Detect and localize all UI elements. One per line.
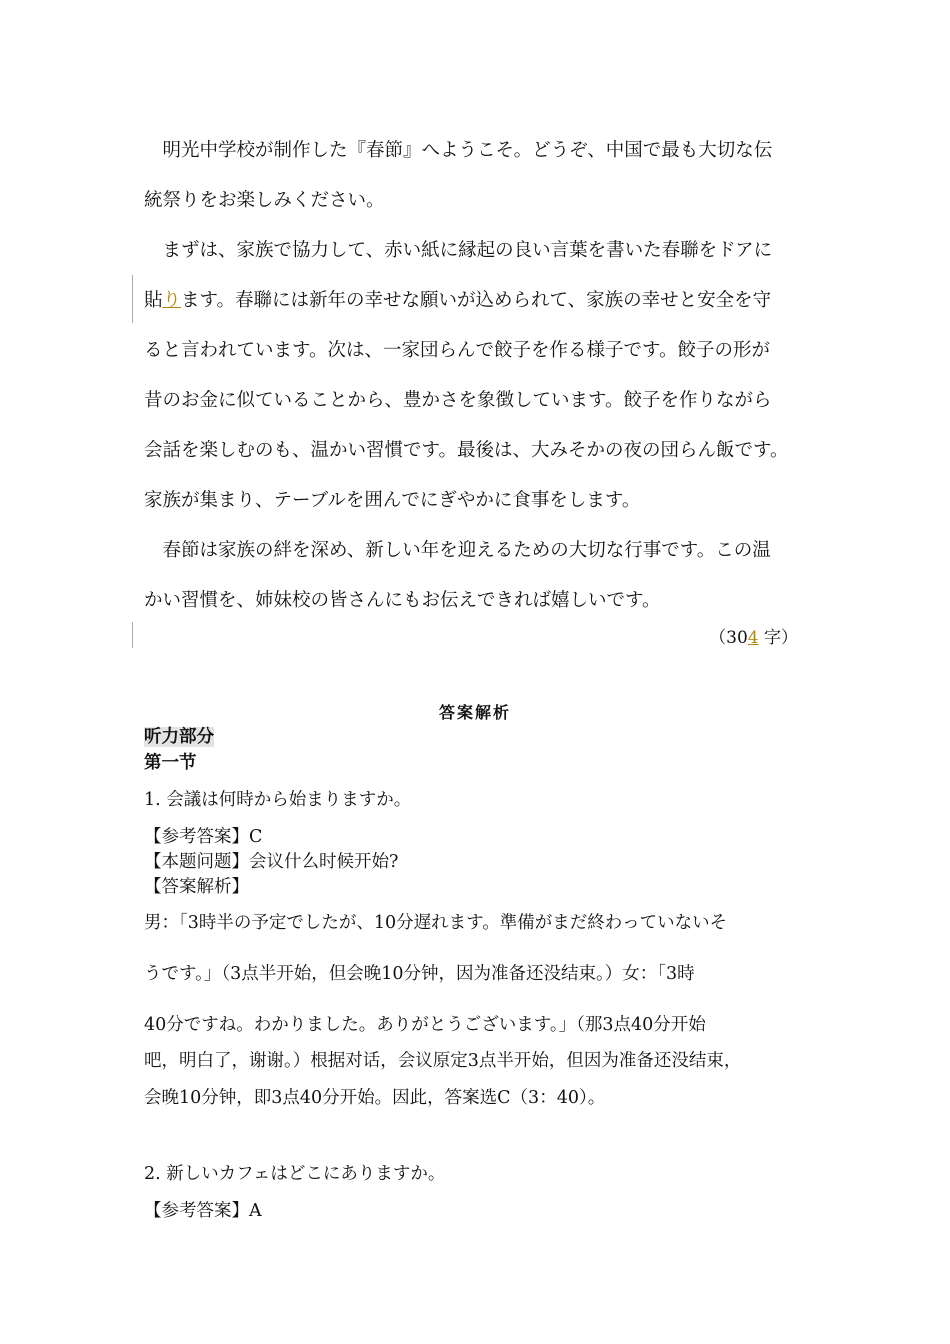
essay-line (144, 276, 771, 326)
section-title: 答案解析 (438, 703, 511, 722)
essay-line: 昔のお金に似ていることから、豊かさを象徴しています。餃子を作りながら (144, 390, 772, 411)
character-count: （304 字） (709, 628, 798, 648)
question-1: 1. 会議は何時から始まりますか。 (144, 790, 412, 810)
analysis-line: 会晚10分钟，即3点40分开始。因此，答案选C（3：40）。 (144, 1088, 606, 1108)
analysis-line: 吧，明白了，谢谢。）根据对话，会议原定3点半开始，但因为准备还没结束， (144, 1051, 742, 1071)
essay-line: 統祭りをお楽しみください。 (144, 190, 385, 211)
essay-line: 春節は家族の絆を深め、新しい年を迎えるための大切な行事です。この温 (144, 540, 771, 561)
essay-line: 明光中学校が制作した『春節』へようこそ。どうぞ、中国で最も大切な伝 (144, 140, 773, 161)
subsection-heading: 第一节 (144, 753, 197, 773)
revision-bar (132, 275, 133, 323)
analysis-line: うです。」（3点半开始，但会晚10分钟，因为准备还没结束。）女：「3時 (144, 964, 695, 984)
reference-answer: 【参考答案】A (144, 1201, 262, 1221)
essay-text: 貼 (144, 290, 163, 311)
essay-line: まずは、家族で協力して、赤い紙に縁起の良い言葉を書いた春聯をドアに (144, 240, 773, 261)
section-heading: 听力部分 (144, 727, 214, 747)
revision-bar (132, 622, 133, 648)
analysis-label: 【答案解析】 (144, 877, 249, 897)
reference-answer: 【参考答案】C (144, 827, 263, 847)
essay-text: ます。春聯には新年の幸せな願いが込められて、家族の幸せと安全を守 (181, 290, 772, 311)
analysis-line: 男：「3時半の予定でしたが、10分遅れます。準備がまだ終わっていないそ (144, 913, 728, 933)
analysis-line: 40分ですね。わかりました。ありがとうございます。」（那3点40分开始 (144, 1015, 706, 1035)
essay-line: ると言われています。次は、一家団らんで餃子を作る様子です。餃子の形が (144, 340, 771, 361)
inserted-text: 4 (747, 628, 759, 648)
question-2: 2. 新しいカフェはどこにありますか。 (144, 1164, 446, 1184)
question-topic: 【本题问题】会议什么时候开始? (144, 852, 399, 872)
essay-line: かい習慣を、姉妹校の皆さんにもお伝えできれば嬉しいです。 (144, 590, 661, 611)
inserted-text: り (162, 290, 182, 311)
essay-line: 会話を楽しむのも、温かい習慣です。最後は、大みそかの夜の団らん飯です。 (144, 440, 789, 461)
essay-line: 家族が集まり、テーブルを囲んでにぎやかに食事をします。 (144, 490, 641, 511)
